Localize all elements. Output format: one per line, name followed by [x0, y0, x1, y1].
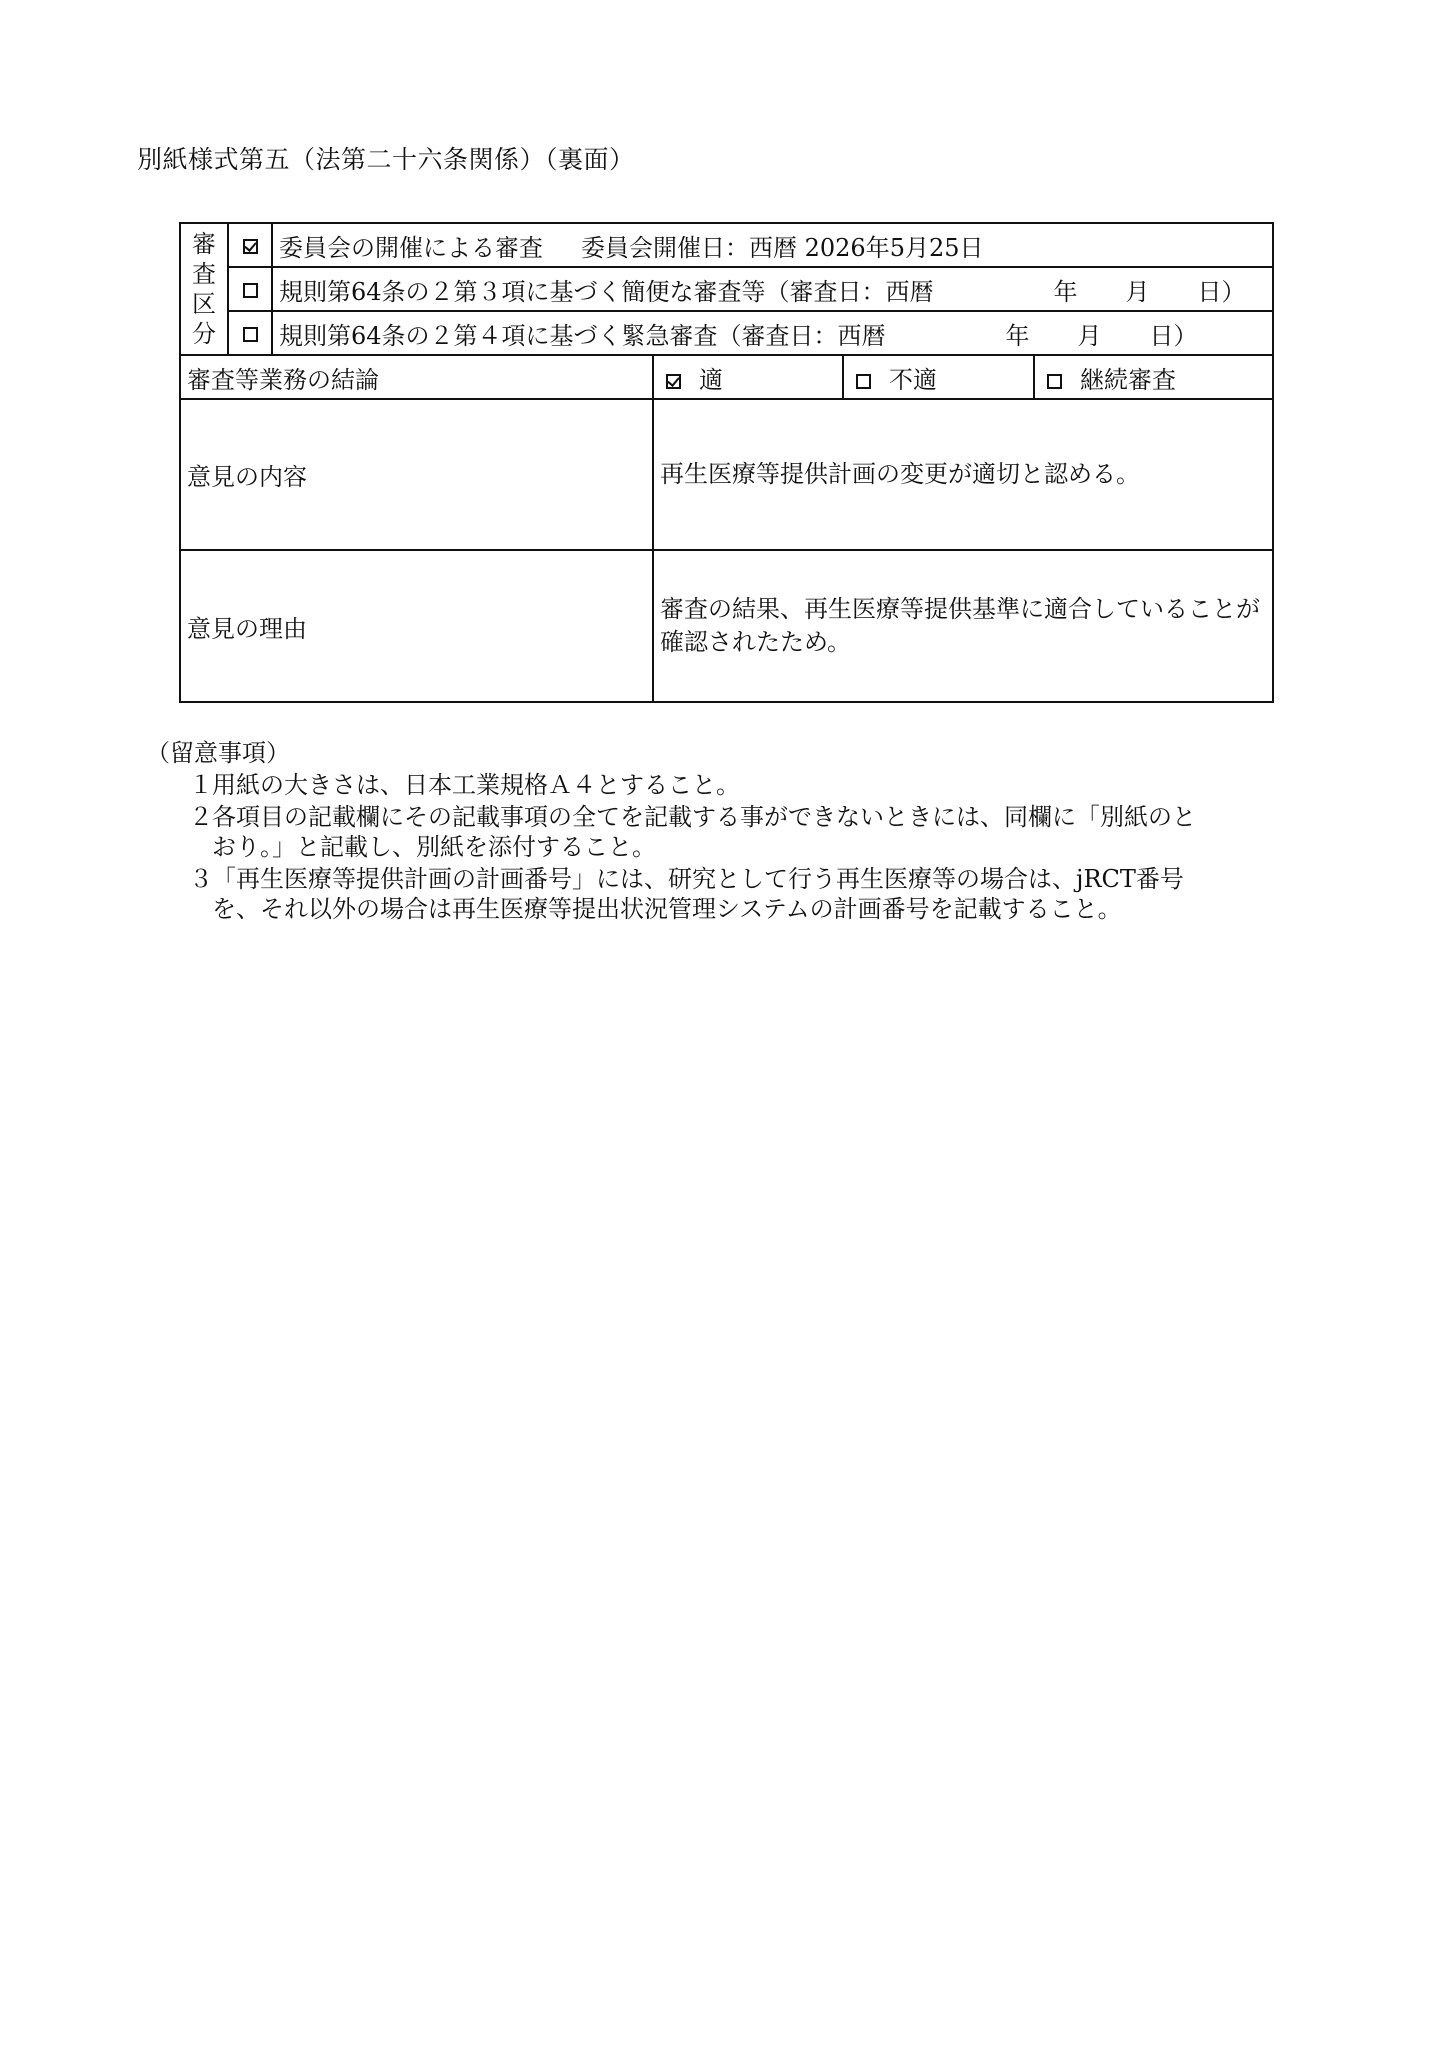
- conclusion-option-label: 不適: [889, 365, 937, 394]
- note-text: 用紙の大きさは、日本工業規格Ａ４とすること。: [212, 771, 740, 799]
- reason-row: [180, 550, 1273, 702]
- review-category-label-char: 分: [192, 320, 216, 348]
- opinion-row: [180, 399, 1273, 550]
- review-form-table: [179, 222, 1274, 703]
- note-number: ２: [189, 803, 213, 831]
- checked-checkbox-icon[interactable]: [666, 374, 681, 389]
- note-item: [146, 802, 1276, 862]
- note-text: 「再生医療等提供計画の計画番号」には、研究として行う再生医療等の場合は、jRCT番号を、それ以外の場合は再生医療等提出状況管理システムの計画番号を記載すること。: [212, 865, 1184, 923]
- review-category-option-text: 委員会の開催による審査: [279, 233, 543, 262]
- review-category-check-cell[interactable]: [228, 223, 272, 267]
- review-category-label-char: 査: [192, 260, 216, 288]
- note-item: [146, 770, 1276, 800]
- review-category-label-char: 区: [192, 290, 216, 318]
- reason-label: 意見の理由: [180, 550, 653, 702]
- opinion-label: 意見の内容: [180, 399, 653, 550]
- review-category-row-3: [180, 311, 1273, 355]
- conclusion-label: 審査等業務の結論: [180, 355, 653, 399]
- checkbox-icon[interactable]: [1047, 374, 1062, 389]
- note-text: 各項目の記載欄にその記載事項の全てを記載する事ができないときには、同欄に「別紙のとおり。」と記載し、別紙を添付すること。: [212, 803, 1196, 861]
- note-number: ３: [189, 865, 213, 893]
- review-category-label: [180, 223, 228, 355]
- conclusion-option-reject[interactable]: [843, 355, 1034, 399]
- committee-date: 委員会開催日：西暦 2026年5月25日: [581, 233, 984, 262]
- checked-checkbox-icon[interactable]: [243, 239, 258, 254]
- notes-title: （留意事項）: [146, 739, 290, 767]
- review-category-check-cell[interactable]: [228, 311, 272, 355]
- reason-value: 審査の結果、再生医療等提供基準に適合していることが確認されたため。: [653, 550, 1273, 702]
- page-title: 別紙様式第五（法第二十六条関係）（裏面）: [137, 145, 635, 174]
- review-category-label-char: 審: [192, 230, 216, 258]
- notes-section: [146, 738, 1276, 924]
- conclusion-option-label: 適: [699, 365, 723, 394]
- review-category-option-simple: [272, 267, 1273, 311]
- review-category-row-1: [180, 223, 1273, 267]
- conclusion-option-approve[interactable]: [653, 355, 843, 399]
- checkbox-icon[interactable]: [243, 283, 258, 298]
- checkbox-icon[interactable]: [243, 327, 258, 342]
- conclusion-row: [180, 355, 1273, 399]
- review-category-option-committee: [272, 223, 1273, 267]
- opinion-value: 再生医療等提供計画の変更が適切と認める。: [653, 399, 1273, 550]
- checkbox-icon[interactable]: [856, 374, 871, 389]
- review-category-check-cell[interactable]: [228, 267, 272, 311]
- review-category-option-text: 規則第64条の２第４項に基づく緊急審査（審査日：西暦 年 月 日）: [279, 321, 1198, 350]
- note-item: [146, 864, 1276, 924]
- review-category-row-2: [180, 267, 1273, 311]
- conclusion-option-label: 継続審査: [1080, 365, 1176, 394]
- conclusion-option-continue[interactable]: [1034, 355, 1273, 399]
- review-category-option-text: 規則第64条の２第３項に基づく簡便な審査等（審査日：西暦 年 月 日）: [279, 277, 1246, 306]
- review-category-option-urgent: [272, 311, 1273, 355]
- note-number: １: [189, 771, 213, 799]
